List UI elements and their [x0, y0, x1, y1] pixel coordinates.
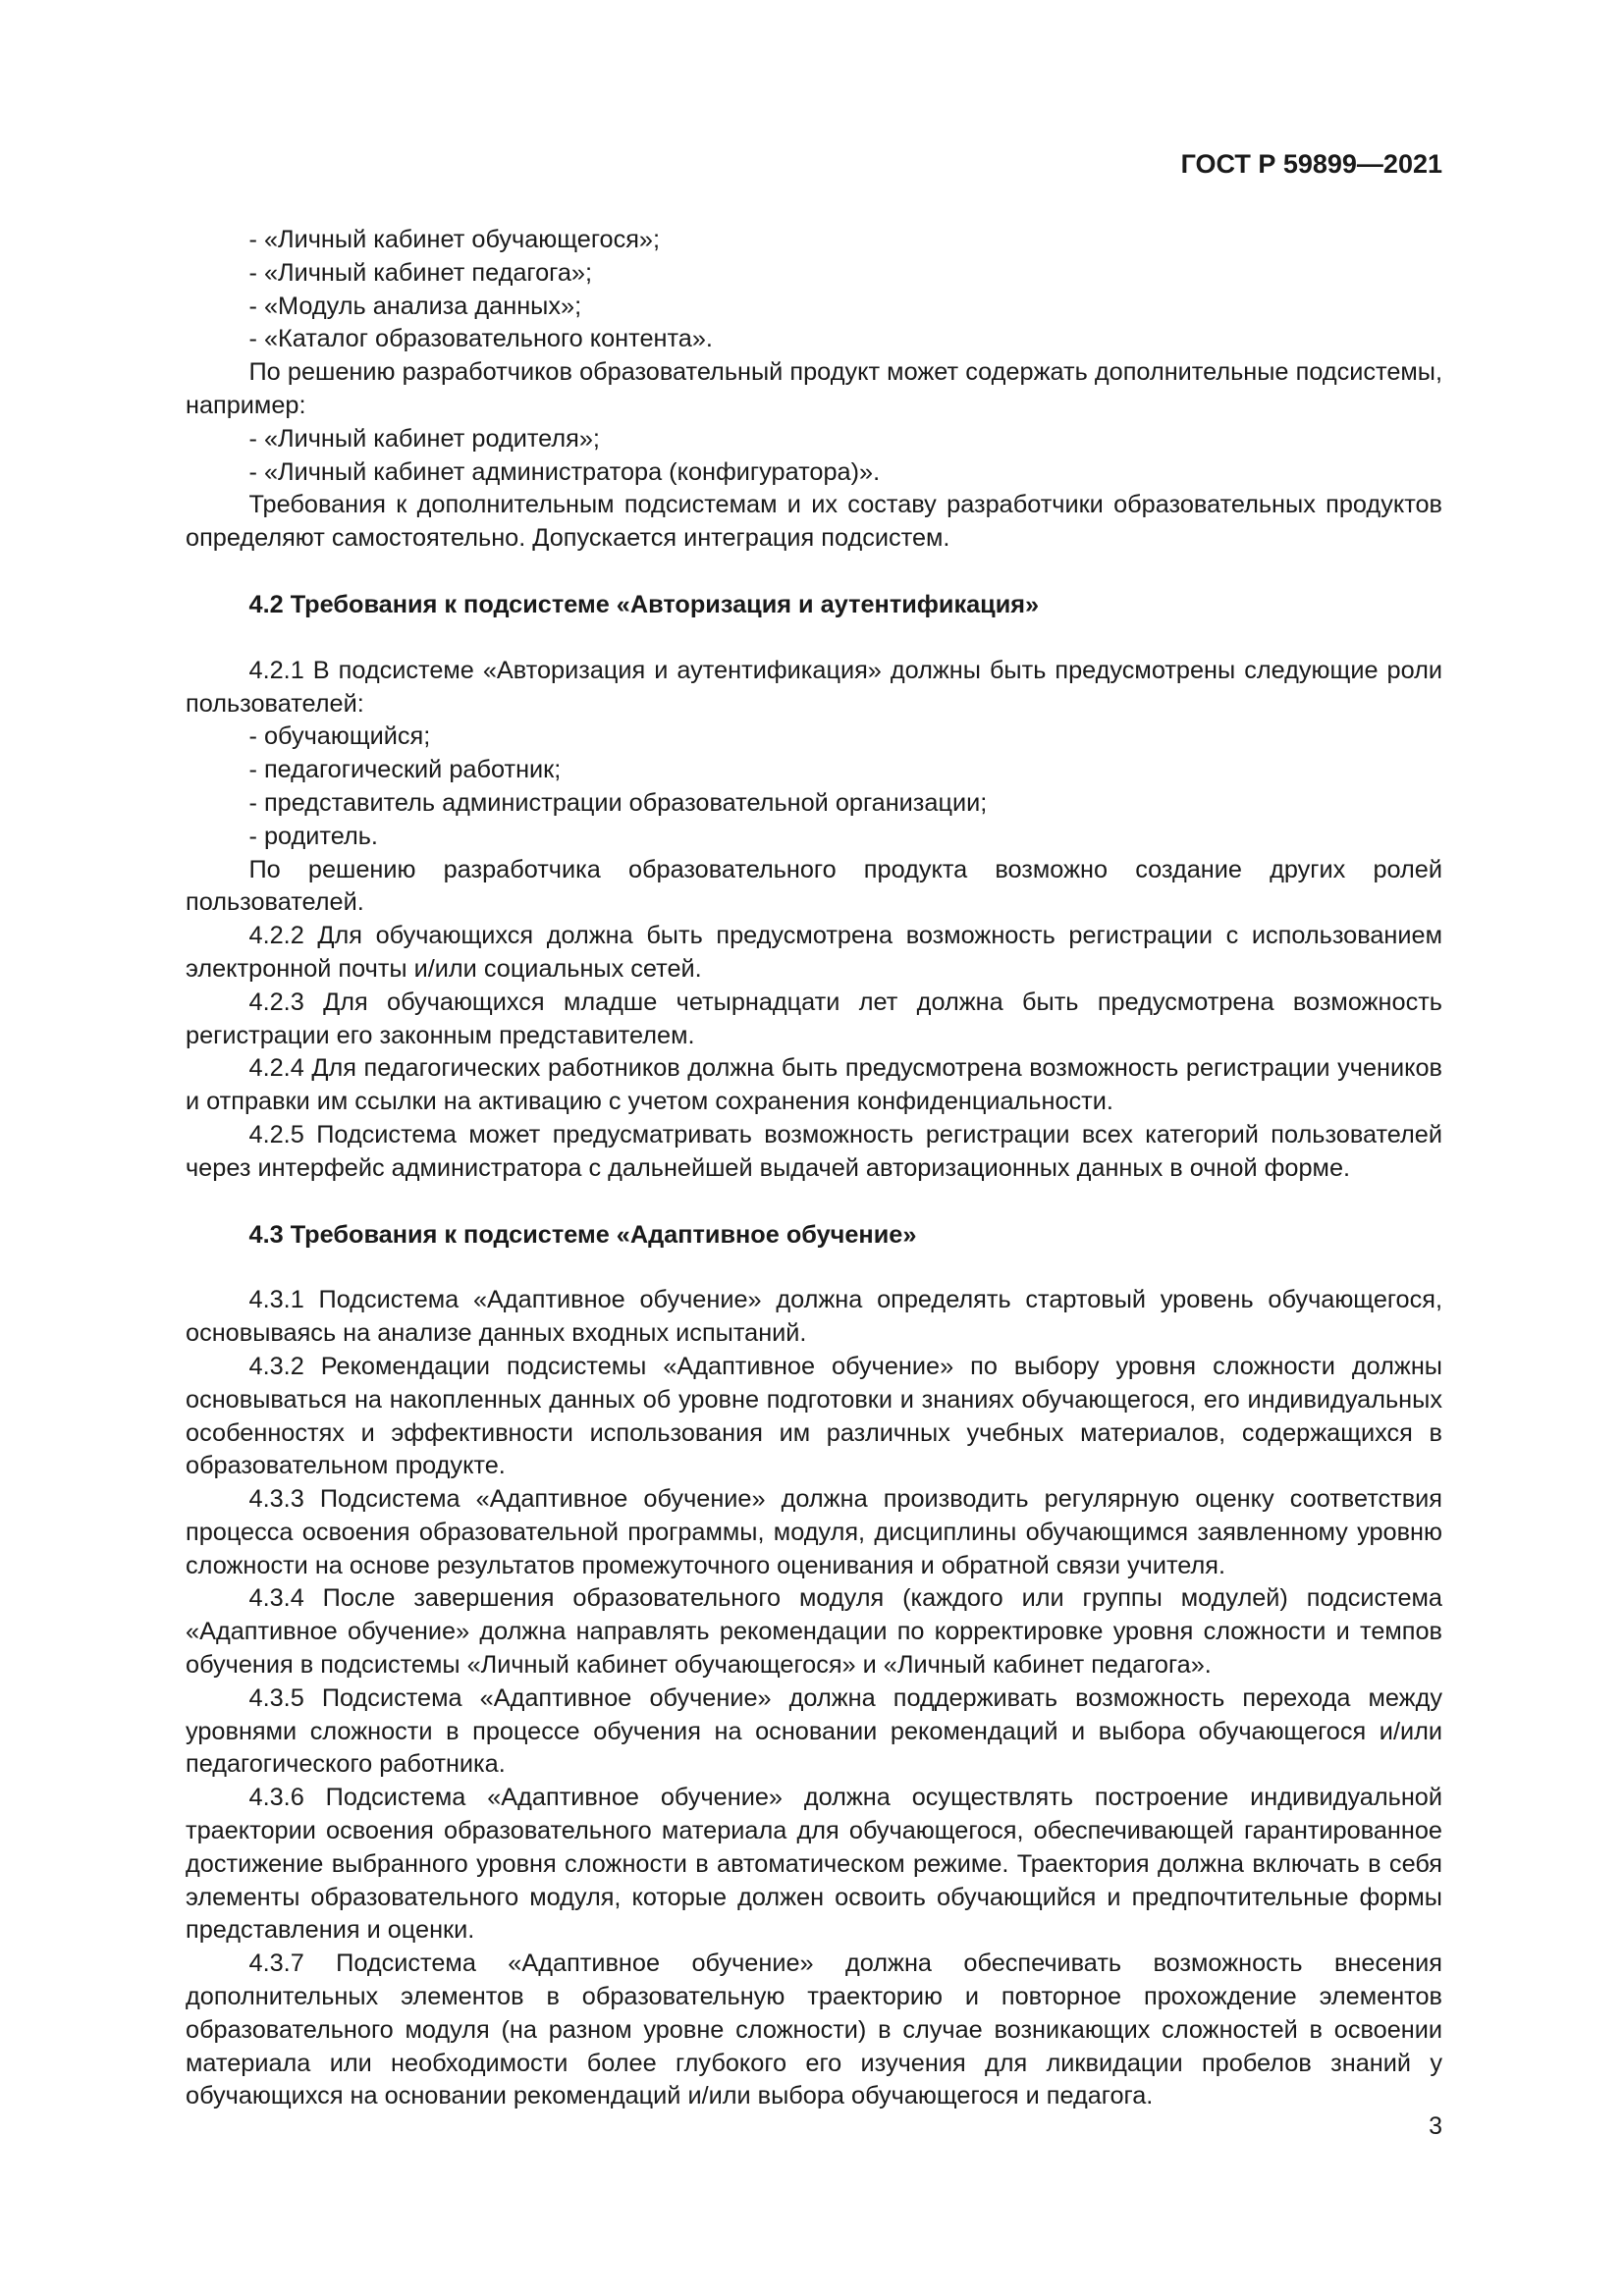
list-item: - «Личный кабинет педагога»;	[248, 258, 592, 287]
clause-4-2-4: 4.2.4 Для педагогических работников должна быть предусмотрена возможность регистрации учеников и отправки им ссылки на активацию с учетом сохранения конфиденциальности.	[186, 1054, 1442, 1116]
paragraph: Требования к дополнительным подсистемам и их составу разработчики образовательных продуктов определяют самостоятельно. Допускается интеграция подсистем.	[186, 491, 1442, 553]
document-body	[186, 224, 1442, 2113]
clause-4-3-3: 4.3.3 Подсистема «Адаптивное обучение» должна производить регулярную оценку соответствия процесса освоения образовательной программы, модуля, дисциплины обучающимся заявленному уровню сложности на основе результатов промежуточного оценивания и обратной связи учителя.	[186, 1485, 1442, 1579]
clause-4-2-3: 4.2.3 Для обучающихся младше четырнадцати лет должна быть предусмотрена возможность регистрации его законным представителем.	[186, 988, 1442, 1049]
clause-4-2-5: 4.2.5 Подсистема может предусматривать возможность регистрации всех категорий пользователей через интерфейс администратора с дальнейшей выдачей авторизационных данных в очной форме.	[186, 1120, 1442, 1182]
standard-header: ГОСТ Р 59899—2021	[1180, 149, 1442, 179]
list-item: - представитель администрации образовательной организации;	[248, 788, 988, 817]
clause-4-3-5: 4.3.5 Подсистема «Адаптивное обучение» должна поддерживать возможность перехода между уровнями сложности в процессе обучения на основании рекомендаций и выбора обучающегося и/или педагогического работника.	[186, 1683, 1442, 1779]
clause-4-3-6: 4.3.6 Подсистема «Адаптивное обучение» должна осуществлять построение индивидуальной траектории освоения образовательного материала для обучающегося, обеспечивающей гарантированное достижение выбранного уровня сложности в автоматическом режиме. Траектория должна включать в себя элементы образовательного модуля, которые должен освоить обучающийся и предпочтительные формы представления и оценки.	[186, 1784, 1442, 1945]
paragraph: По решению разработчиков образовательный продукт может содержать дополнительные подсистемы, например:	[186, 358, 1442, 419]
page-number: 3	[1429, 2112, 1442, 2140]
list-item: - «Модуль анализа данных»;	[248, 292, 582, 320]
list-item: - «Личный кабинет родителя»;	[248, 424, 600, 453]
list-item: - «Каталог образовательного контента».	[248, 325, 713, 353]
paragraph: По решению разработчика образовательного продукта возможно создание других ролей пользователей.	[186, 855, 1442, 917]
list-item: - «Личный кабинет администратора (конфигуратора)».	[248, 457, 881, 486]
section-heading-4-3: 4.3 Требования к подсистеме «Адаптивное обучение»	[248, 1220, 917, 1249]
clause-4-2-1: 4.2.1 В подсистеме «Авторизация и аутентификация» должны быть предусмотрены следующие роли пользователей:	[186, 656, 1442, 718]
clause-4-3-2: 4.3.2 Рекомендации подсистемы «Адаптивное обучение» по выбору уровня сложности должны основываться на накопленных данных об уровне подготовки и знаниях обучающегося, его индивидуальных особенностях и эффективности использования им различных учебных материалов, содержащихся в образовательном продукте.	[186, 1352, 1442, 1480]
list-item: - педагогический работник;	[248, 756, 562, 784]
list-item: - родитель.	[248, 822, 378, 850]
clause-4-2-2: 4.2.2 Для обучающихся должна быть предусмотрена возможность регистрации с использованием электронной почты и/или социальных сетей.	[186, 922, 1442, 983]
list-item: - обучающийся;	[248, 722, 431, 751]
clause-4-3-4: 4.3.4 После завершения образовательного модуля (каждого или группы модулей) подсистема «Адаптивное обучение» должна направлять рекомендации по корректировке уровня сложности и темпов обучения в подсистемы «Личный кабинет обучающегося» и «Личный кабинет педагога».	[186, 1584, 1442, 1680]
list-item: - «Личный кабинет обучающегося»;	[248, 226, 661, 253]
section-heading-4-2: 4.2 Требования к подсистеме «Авторизация и аутентификация»	[248, 590, 1040, 618]
clause-4-3-1: 4.3.1 Подсистема «Адаптивное обучение» должна определять стартовый уровень обучающегося, основываясь на анализе данных входных испытаний.	[186, 1286, 1442, 1348]
clause-4-3-7: 4.3.7 Подсистема «Адаптивное обучение» должна обеспечивать возможность внесения дополнительных элементов в образовательную траекторию и повторное прохождение элементов образовательного модуля (на разном уровне сложности) в случае возникающих сложностей в освоении материала или необходимости более глубокого его изучения для ликвидации пробелов знаний у обучающихся на основании рекомендаций и/или выбора обучающегося и педагога.	[186, 1949, 1442, 2110]
